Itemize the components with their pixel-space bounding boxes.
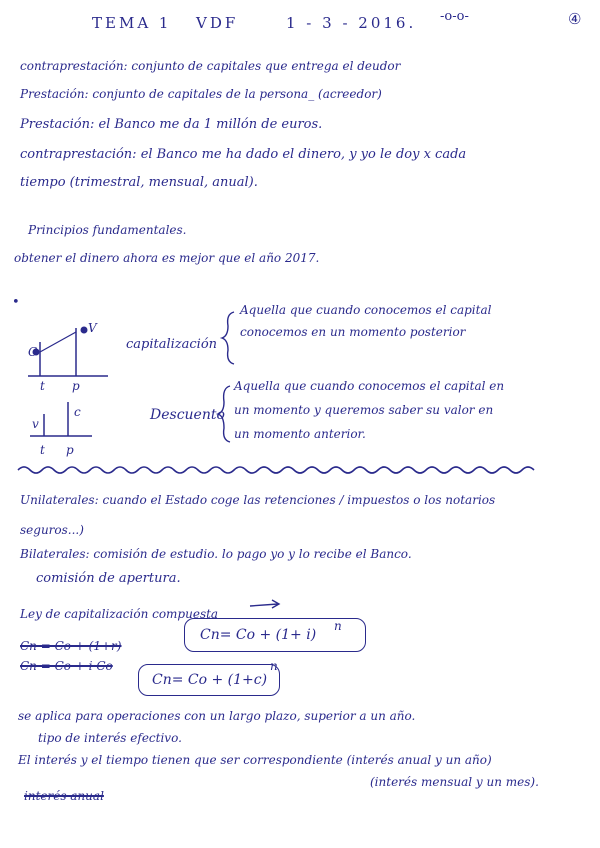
formula-1-exponent: n <box>334 619 342 633</box>
note-line-periodicity: tiempo (trimestral, mensual, anual). <box>20 175 258 190</box>
final-line-tipo: tipo de interés efectivo. <box>38 731 182 745</box>
term-capitalizacion: capitalización <box>126 337 218 352</box>
page-number-mark: ④ <box>568 10 582 28</box>
final-struck-text: interés anual <box>24 789 104 803</box>
comision-apertura: comisión de apertura. <box>36 571 181 586</box>
header-squiggle: -o-o- <box>440 9 469 24</box>
cap-definition-2: conocemos en un momento posterior <box>240 325 466 339</box>
formula-2: Cn= Co + (1+c) <box>152 672 268 688</box>
section-heading-principios: Principios fundamentales. <box>28 223 187 237</box>
ley-title: Ley de capitalización compuesta <box>20 607 219 621</box>
final-line-correspondiente: El interés y el tiempo tienen que ser correspondiente (interés anual y un año) <box>18 753 492 767</box>
comisiones-unilaterales-cont: seguros...) <box>20 523 84 537</box>
desc-axis-p: p <box>66 443 74 457</box>
note-line-contraprestacion: contraprestación: conjunto de capitales que entrega el deudor <box>20 59 401 73</box>
final-line-mensual: (interés mensual y un mes). <box>370 775 539 789</box>
formula-2-exponent: n <box>270 659 278 673</box>
term-descuento: Descuento <box>150 407 225 423</box>
topic-title: TEMA 1 <box>92 14 172 32</box>
formula-1: Cn= Co + (1+ i) <box>200 627 317 643</box>
subject-code: VDF <box>196 14 239 32</box>
struck-formula-1: Cn = Co + (1+r) <box>20 639 122 653</box>
note-line-prestacion-example: Prestación: el Banco me da 1 millón de euros. <box>20 117 323 132</box>
cap-point-c: C <box>28 345 38 359</box>
cap-axis-p: p <box>72 379 80 393</box>
desc-point-v: v <box>32 417 39 431</box>
note-date: 1 - 3 - 2016. <box>286 14 417 32</box>
desc-axis-t: t <box>40 443 45 457</box>
desc-definition-3: un momento anterior. <box>234 427 366 441</box>
bullet-dot: • <box>12 295 20 310</box>
cap-point-v: V <box>88 321 97 335</box>
desc-point-c: c <box>74 405 81 419</box>
desc-definition-1: Aquella que cuando conocemos el capital en <box>234 379 505 393</box>
note-line-contraprestacion-example: contraprestación: el Banco me ha dado el dinero, y yo le doy x cada <box>20 147 467 162</box>
desc-definition-2: un momento y queremos saber su valor en <box>234 403 494 417</box>
final-line-plazo: se aplica para operaciones con un largo plazo, superior a un año. <box>18 709 416 723</box>
cap-axis-t: t <box>40 379 45 393</box>
note-line-principle: obtener el dinero ahora es mejor que el año 2017. <box>14 251 320 265</box>
comisiones-bilaterales: Bilaterales: comisión de estudio. lo pago yo y lo recibe el Banco. <box>20 547 412 561</box>
cap-definition-1: Aquella que cuando conocemos el capital <box>240 303 492 317</box>
comisiones-unilaterales: Unilaterales: cuando el Estado coge las retenciones / impuestos o los notarios <box>20 493 496 507</box>
struck-formula-2: Cn = Co + i·Co <box>20 659 113 673</box>
note-line-prestacion: Prestación: conjunto de capitales de la persona_ (acreedor) <box>20 87 382 101</box>
